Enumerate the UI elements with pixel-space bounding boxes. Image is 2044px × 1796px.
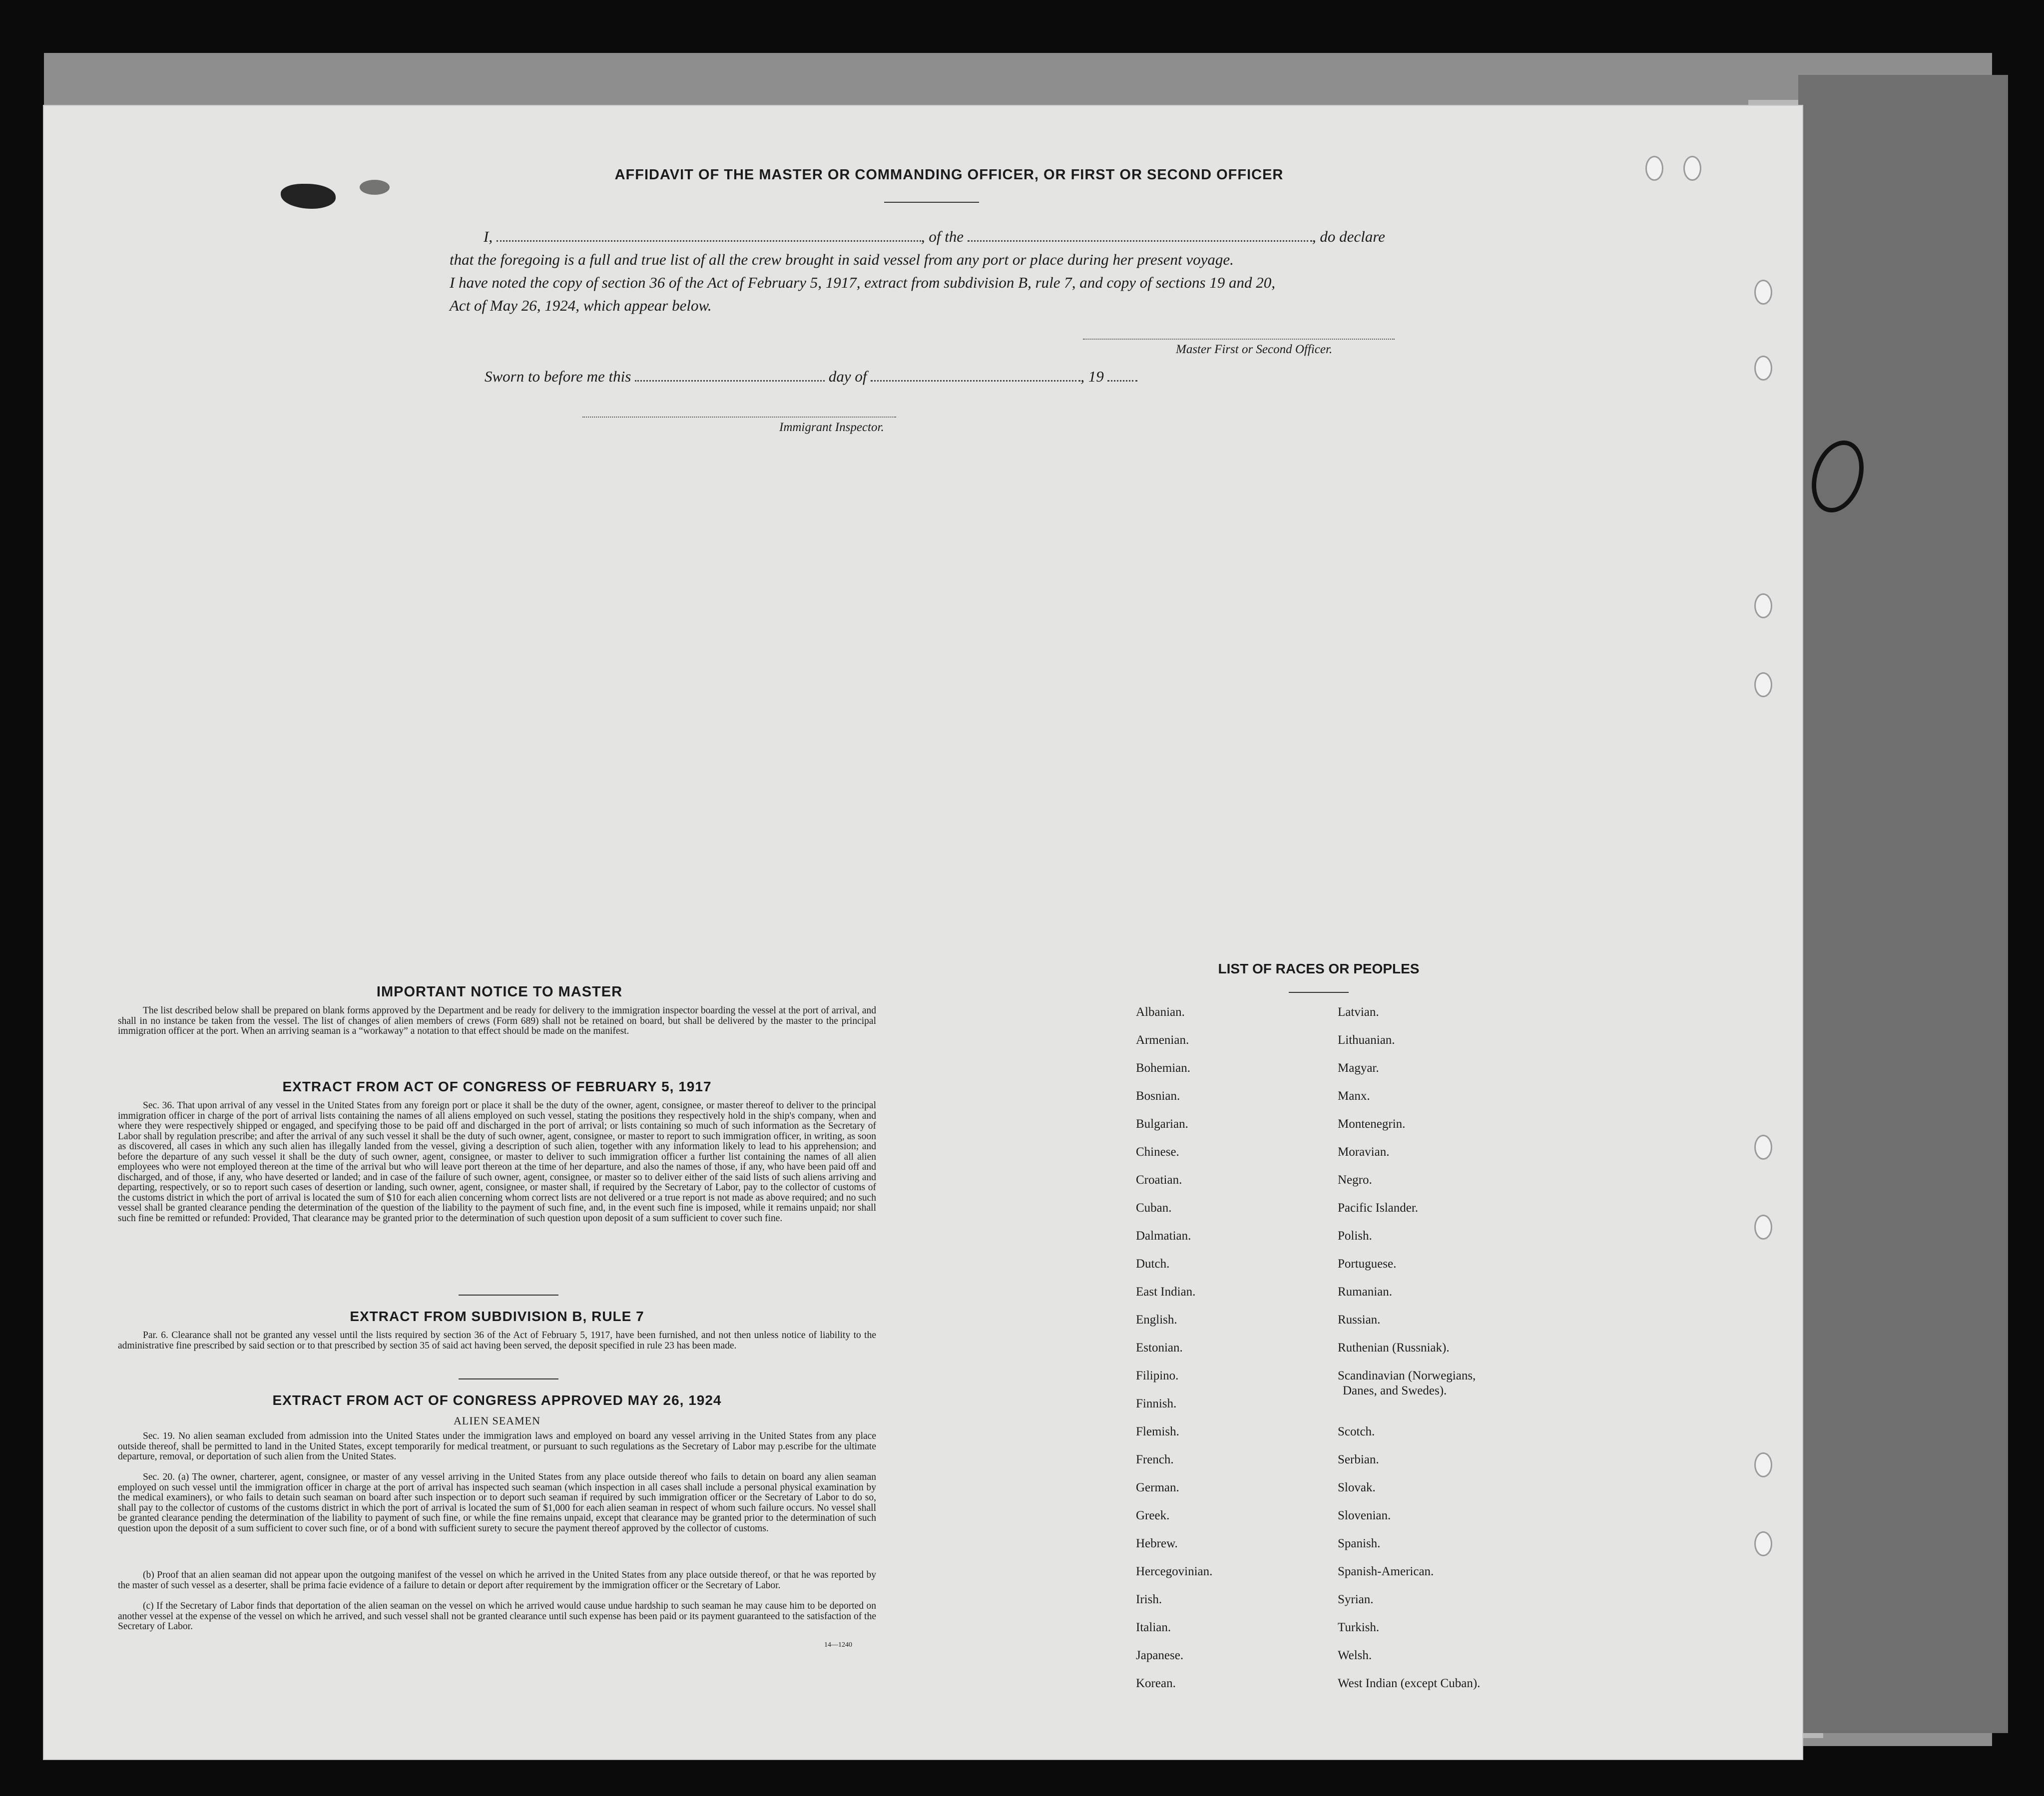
master-signature-line (1083, 339, 1395, 341)
race-item: Slovak. (1338, 1481, 1376, 1494)
races-right-column (1338, 1006, 1480, 1705)
punch-hole (1754, 672, 1772, 697)
affidavit-line-1 (484, 228, 1385, 246)
races-left-column (1136, 1006, 1212, 1705)
race-item: Korean. (1136, 1677, 1176, 1690)
race-item: Pacific Islander. (1338, 1201, 1419, 1215)
race-item: Polish. (1338, 1229, 1372, 1243)
form-number: 14—1240 (824, 1641, 852, 1649)
inspector-signature-label: Immigrant Inspector. (779, 421, 884, 434)
race-item: Filipino. (1136, 1369, 1179, 1382)
punch-hole (1645, 156, 1663, 181)
year-blank (1107, 376, 1137, 382)
inspector-signature-line (582, 417, 896, 419)
race-item: Scotch. (1338, 1425, 1375, 1438)
race-item: Scandinavian (Norwegians, (1338, 1369, 1476, 1382)
sworn-mid: day of (828, 368, 867, 385)
notice-title: IMPORTANT NOTICE TO MASTER (376, 984, 623, 1000)
race-item: Syrian. (1338, 1593, 1374, 1606)
race-item: English. (1136, 1313, 1177, 1327)
extract-1917-text: Sec. 36. That upon arrival of any vessel in the United States from any foreign port or place it shall be the duty of the owner, agent, consignee, or master thereof to deliver to the principal immigration officer in charge of the port of arrival lists containing the names of all aliens employed on such vessel, stating the positions they respectively hold in the ship's company, when and where they were respectively shipped or engaged, and specifying those to be paid off and discharged in the port of arrival; or lists containing so much of such information as the Secretary of Labor shall by regulation prescribe; and after the arrival of any such vessel it shall be the duty of such owner, agent, consignee, or master to report to such immigration officer, in writing, as soon as discovered, all cases in which any such alien has illegally landed from the vessel, giving a description of such alien, together with any information likely to lead to his apprehension; and before the departure of any such vessel it shall be the duty of such owner, agent, consignee, or master to deliver to such immigration officer a further list containing the names of all alien employees who were not employed thereon at the time of the arrival but who will leave port thereon at the time of her departure, and also the names of those, if any, who have been paid off and discharged, and of those, if any, who have deserted or landed; and in case of the failure of such owner, agent, consignee, or master so to deliver either of the said lists of such aliens arriving and departing, respectively, or so to report such cases of desertion or landing, such owner, agent, consignee, or master shall, if required by the Secretary of Labor, pay to the collector of customs of the customs district in which the port of arrival is located the sum of $10 for each alien concerning whom correct lists are not delivered or a true report is not made as above required; and no such vessel shall be granted clearance pending the determination of the question of the liability to the payment of such fine, and, in the event such fine is imposed, while it remains unpaid; nor shall such fine be remitted or refunded: Provided, That clearance may be granted prior to the determination of such question upon deposit of a sum sufficient to cover such fine. (118, 1100, 876, 1224)
punch-hole (1754, 1452, 1772, 1477)
notice-text: The list described below shall be prepared on blank forms approved by the Department and be ready for delivery to the immigration inspector boarding the vessel at the port of arrival, and shall in no instance be taken from the vessel. The list of changes of alien members of crews (Form 689) shall not be retained on board, but shall be delivered by the master to the principal immigration officer at the port. When an arriving seaman is a “workaway” a notation to that effect should be made on the manifest. (118, 1005, 876, 1036)
section-divider (459, 1378, 558, 1379)
race-item: Flemish. (1136, 1425, 1179, 1438)
ink-stain (360, 180, 390, 195)
race-item: Hercegovinian. (1136, 1565, 1213, 1578)
affidavit-title: AFFIDAVIT OF THE MASTER OR COMMANDING OFFICER, OR FIRST OR SECOND OFFICER (614, 167, 1284, 183)
master-signature-label: Master First or Second Officer. (1176, 343, 1333, 356)
race-item: Italian. (1136, 1621, 1171, 1634)
race-item: East Indian. (1136, 1285, 1196, 1299)
sworn-end: , 19 (1080, 368, 1104, 385)
race-item: Spanish-American. (1338, 1565, 1434, 1578)
race-item: French. (1136, 1453, 1174, 1466)
punch-hole (1754, 593, 1772, 618)
races-title: LIST OF RACES OR PEOPLES (1218, 961, 1420, 976)
punch-hole (1754, 1135, 1772, 1160)
race-item: Manx. (1338, 1089, 1370, 1103)
punch-hole (1754, 280, 1772, 305)
affidavit-line-3: I have noted the copy of section 36 of the Act of February 5, 1917, extract from subdivision B, rule 7, and copy of sections 19 and 20, (450, 274, 1276, 291)
race-item: Moravian. (1338, 1145, 1390, 1159)
race-item: German. (1136, 1481, 1179, 1494)
race-item: Greek. (1136, 1509, 1170, 1522)
extract-1917-title: EXTRACT FROM ACT OF CONGRESS OF FEBRUARY 5, 1917 (282, 1079, 712, 1094)
race-item: Finnish. (1136, 1397, 1177, 1410)
race-item: Welsh. (1338, 1649, 1372, 1662)
sec-20b-text: (b) Proof that an alien seaman did not appear upon the outgoing manifest of the vessel on which he arrived in the United States from any place outside thereof, or that he was reported by the master of such vessel as a deserter, shall be prima facie evidence of a failure to detain or deport after requirement by the immigration officer or the Secretary of Labor. (118, 1570, 876, 1591)
race-item: Danes, and Swedes). (1343, 1384, 1447, 1397)
title-divider (884, 202, 979, 203)
race-item: Albanian. (1136, 1005, 1185, 1019)
extract-rule7-title: EXTRACT FROM SUBDIVISION B, RULE 7 (350, 1309, 644, 1324)
extract-1924-title: EXTRACT FROM ACT OF CONGRESS APPROVED MAY 26, 1924 (272, 1392, 722, 1408)
affidavit-line-2: that the foregoing is a full and true list of all the crew brought in said vessel from any port or place during her present voyage. (450, 251, 1234, 268)
punch-hole (1754, 1531, 1772, 1556)
affidavit-line1-end: , do declare (1312, 228, 1385, 245)
race-item: Croatian. (1136, 1173, 1182, 1187)
race-item: Lithuanian. (1338, 1033, 1395, 1047)
race-item: Hebrew. (1136, 1537, 1178, 1550)
race-item: Japanese. (1136, 1649, 1184, 1662)
affidavit-line1-mid: , of the (921, 228, 964, 245)
punch-hole (1754, 356, 1772, 381)
affidavit-line1-start: I, (484, 228, 493, 245)
race-item: Spanish. (1338, 1537, 1381, 1550)
sworn-start: Sworn to before me this (485, 368, 631, 385)
month-blank (871, 376, 1080, 382)
race-item: Slovenian. (1338, 1509, 1391, 1522)
extract-rule7-text: Par. 6. Clearance shall not be granted any vessel until the lists required by section 36 of the Act of February 5, 1917, have been furnished, and not then unless notice of liability to the administrative fine prescribed by said section or to that prescribed by section 35 of said act having been served, the deposit specified in rule 23 has been made. (118, 1330, 876, 1351)
race-item: Rumanian. (1338, 1285, 1393, 1299)
punch-hole (1683, 156, 1701, 181)
races-divider (1289, 992, 1349, 993)
race-item: Negro. (1338, 1173, 1372, 1187)
name-blank (497, 236, 921, 242)
race-item: Ruthenian (Russniak). (1338, 1341, 1450, 1354)
race-item: Armenian. (1136, 1033, 1189, 1047)
race-item: Turkish. (1338, 1621, 1380, 1634)
race-item: Montenegrin. (1338, 1117, 1406, 1131)
vessel-blank (968, 236, 1312, 242)
sec-19-text: Sec. 19. No alien seaman excluded from admission into the United States under the immigration laws and employed on board any vessel arriving in the United States from any place outside thereof, shall be permitted to land in the United States, except temporarily for medical treatment, or pursuant to such regulations as the Secretary of Labor may p.escribe for the ultimate departure, removal, or deportation of such alien from the United States. (118, 1431, 876, 1462)
background-sheet-shadow (1798, 75, 2008, 1733)
sec-20a-text: Sec. 20. (a) The owner, charterer, agent, consignee, or master of any vessel arriving in the United States from any place outside thereof who fails to detain on board any alien seaman employed on such vessel until the immigration officer in charge at the port of arrival has inspected such seaman (which inspection in all cases shall include a personal physical examination by the medical examiners), or who fails to detain such seaman on board after such inspection or to deport such seaman if required by such immigration officer or the Secretary of Labor to do so, shall pay to the collector of customs of the customs district in which the port of arrival is located the sum of $1,000 for each alien seaman in respect of whom such failure occurs. No vessel shall be granted clearance pending the determination of the liability to payment of such fine, or while the fine remains unpaid, except that clearance may be granted prior to the determination of such question upon the deposit of a sum sufficient to cover such fine, or of a bond with sufficient surety to secure the payment thereof approved by the collector of customs. (118, 1472, 876, 1534)
race-item: Magyar. (1338, 1061, 1379, 1075)
sec-20c-text: (c) If the Secretary of Labor finds that deportation of the alien seaman on the vessel on which he arrived would cause undue hardship to such seaman he may cause him to be deported on another vessel at the expense of the vessel on which he arrived, and such vessel shall not be granted clearance until such expense has been paid or its payment guaranteed to the satisfaction of the Secretary of Labor. (118, 1601, 876, 1632)
race-item: Estonian. (1136, 1341, 1183, 1354)
race-item: Russian. (1338, 1313, 1381, 1327)
race-item: Cuban. (1136, 1201, 1172, 1215)
race-item: Portuguese. (1338, 1257, 1397, 1271)
sworn-line (485, 368, 1137, 386)
section-divider (459, 1295, 558, 1296)
race-item: Irish. (1136, 1593, 1162, 1606)
race-item: Bulgarian. (1136, 1117, 1188, 1131)
race-item: West Indian (except Cuban). (1338, 1677, 1481, 1690)
punch-hole (1754, 1215, 1772, 1240)
race-item: Dalmatian. (1136, 1229, 1191, 1243)
race-item: Bohemian. (1136, 1061, 1191, 1075)
day-blank (635, 376, 825, 382)
race-item: Bosnian. (1136, 1089, 1180, 1103)
race-item: Latvian. (1338, 1005, 1379, 1019)
race-item: Dutch. (1136, 1257, 1170, 1271)
alien-seamen-subtitle: ALIEN SEAMEN (454, 1414, 540, 1427)
race-item: Serbian. (1338, 1453, 1379, 1466)
affidavit-line-4: Act of May 26, 1924, which appear below. (450, 297, 712, 314)
race-item: Chinese. (1136, 1145, 1179, 1159)
